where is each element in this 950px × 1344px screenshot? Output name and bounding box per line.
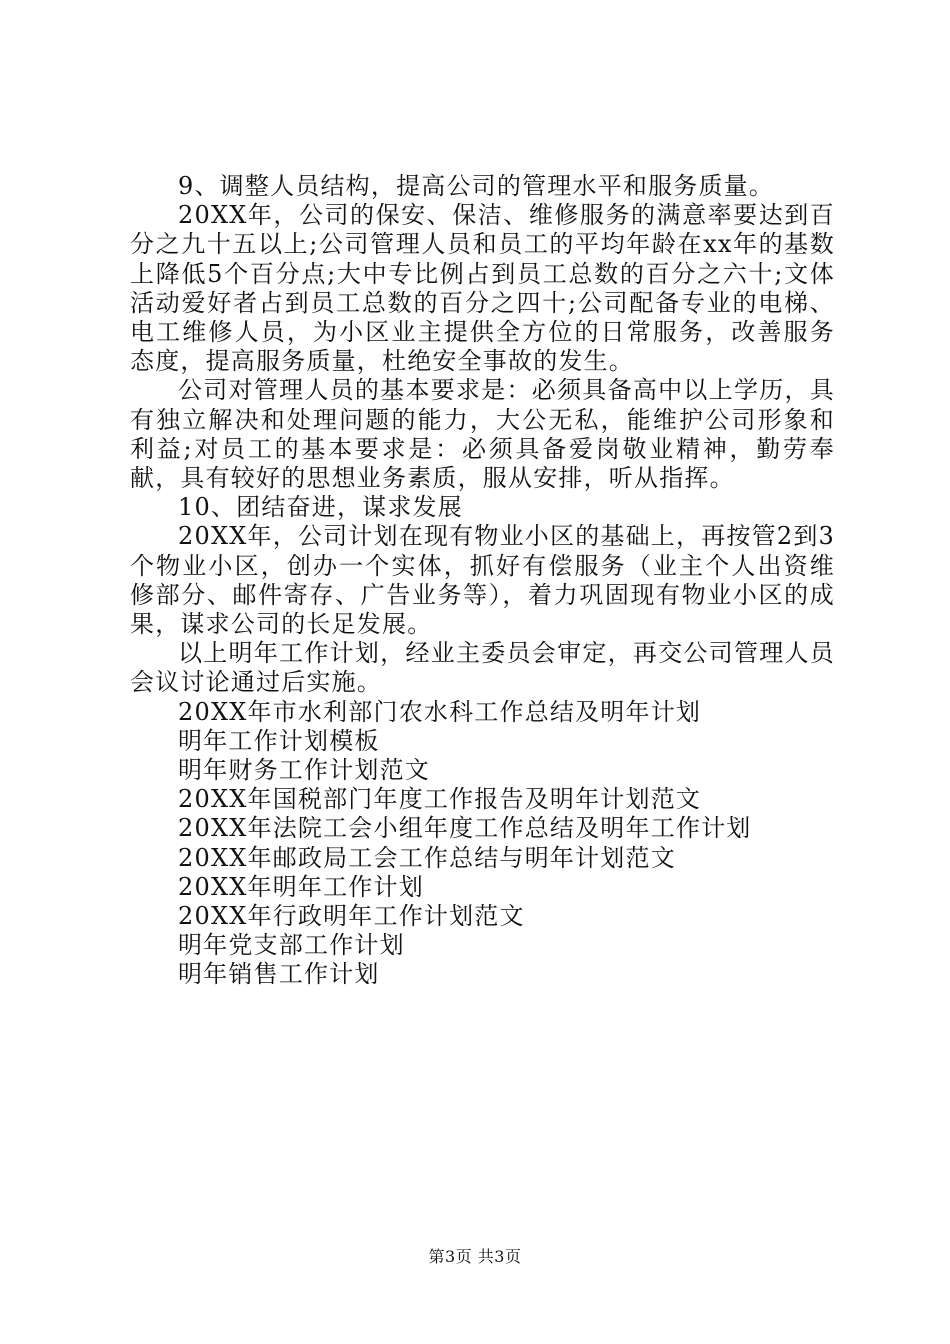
paragraph-2: 20XX年，公司的保安、保洁、维修服务的满意率要达到百分之九十五以上;公司管理人员和员工的平均年龄在xx年的基数上降低5个百分点;大中专比例占到员工总数的百分之六十;文体活动爱好者占到员工总数的百分之四十;公司配备专业的电梯、电工维修人员，为小区业主提供全方位的日常服务，改善服务态度，提高服务质量，杜绝安全事故的发生。 bbox=[130, 201, 835, 376]
paragraph-1: 9、调整人员结构，提高公司的管理水平和服务质量。 bbox=[178, 172, 775, 200]
document-body bbox=[130, 172, 835, 990]
related-title: 明年党支部工作计划 bbox=[178, 931, 405, 960]
related-title: 20XX年市水利部门农水科工作总结及明年计划 bbox=[178, 697, 702, 726]
paragraph-4: 10、团结奋进，谋求发展 bbox=[178, 493, 463, 522]
related-title: 20XX年法院工会小组年度工作总结及明年工作计划 bbox=[178, 814, 752, 843]
related-title: 明年工作计划模板 bbox=[178, 726, 380, 755]
paragraph-5: 20XX年，公司计划在现有物业小区的基础上，再按管2到3个物业小区，创办一个实体，抓好有偿服务（业主个人出资维修部分、邮件寄存、广告业务等），着力巩固现有物业小区的成果，谋求公司的长足发展。 bbox=[130, 522, 835, 639]
related-title: 20XX年明年工作计划 bbox=[178, 872, 424, 901]
related-title: 明年销售工作计划 bbox=[178, 960, 380, 989]
related-titles-list bbox=[130, 698, 835, 990]
related-title: 明年财务工作计划范文 bbox=[178, 756, 430, 785]
paragraph-6: 以上明年工作计划，经业主委员会审定，再交公司管理人员会议讨论通过后实施。 bbox=[130, 639, 835, 697]
page-number-footer: 第3页 共3页 bbox=[428, 1247, 522, 1266]
related-title: 20XX年行政明年工作计划范文 bbox=[178, 902, 525, 931]
related-title: 20XX年邮政局工会工作总结与明年计划范文 bbox=[178, 843, 676, 872]
paragraph-3: 公司对管理人员的基本要求是：必须具备高中以上学历，具有独立解决和处理问题的能力，大公无私，能维护公司形象和利益;对员工的基本要求是：必须具备爱岗敬业精神，勤劳奉献，具有较好的思想业务素质，服从安排，听从指挥。 bbox=[130, 376, 835, 493]
related-title: 20XX年国税部门年度工作报告及明年计划范文 bbox=[178, 785, 702, 814]
